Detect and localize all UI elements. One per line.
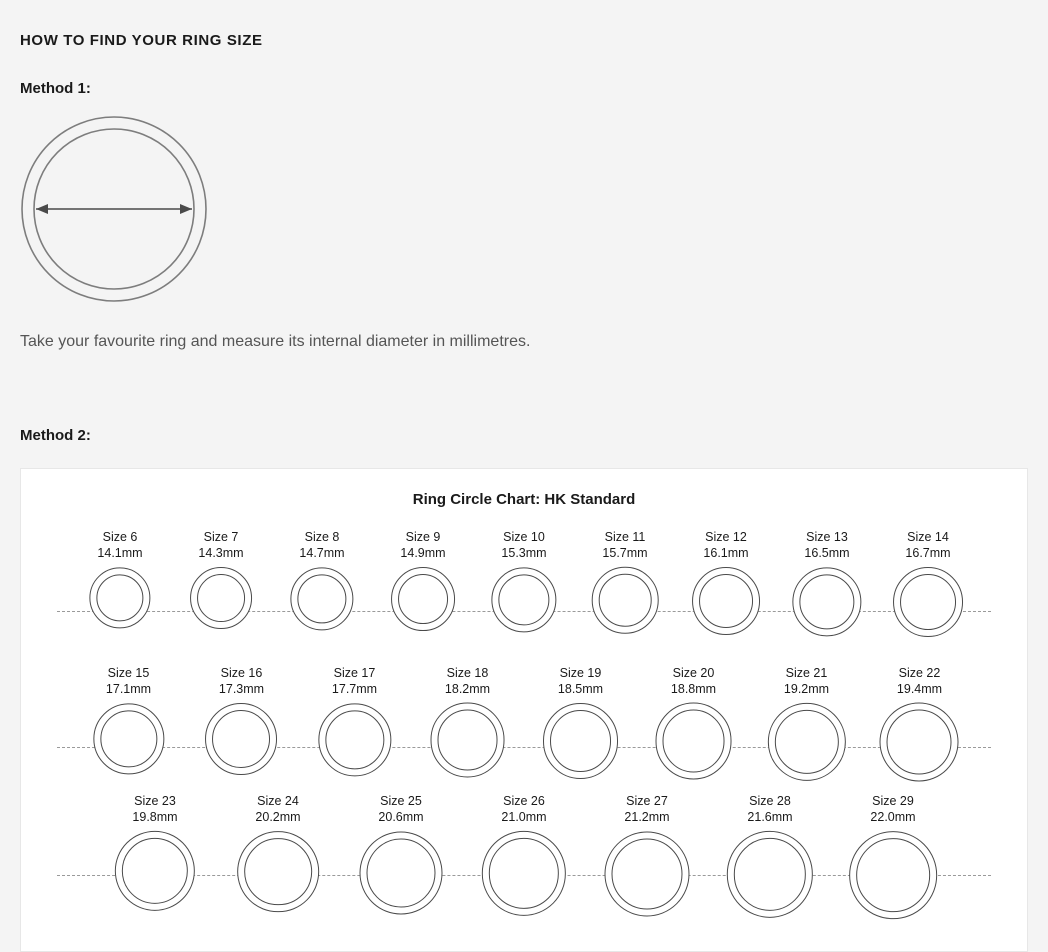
ring-size-cell[interactable]: [185, 665, 298, 775]
ring-circle-icon: [767, 703, 845, 781]
ring-size-label: Size 15: [107, 666, 150, 680]
ring-size-cell[interactable]: [272, 529, 373, 630]
ring-size-label: Size 13: [806, 530, 848, 544]
ring-diameter-label: 14.7mm: [299, 546, 345, 560]
ring-circle-icon: [190, 567, 252, 629]
ring-size-label: Size 23: [134, 794, 176, 808]
ring-diameter-diagram: [18, 112, 214, 308]
ring-size-label: Size 6: [102, 530, 138, 544]
ring-diameter-label: 19.2mm: [783, 682, 830, 696]
ring-size-label: Size 11: [604, 530, 646, 544]
ring-circle-icon: [237, 831, 319, 913]
ring-circle-icon: [592, 567, 659, 634]
double-headed-arrow-icon: [36, 204, 192, 214]
ring-size-cell[interactable]: [637, 665, 750, 780]
ring-diameter-label: 14.3mm: [198, 546, 244, 560]
ring-size-cell[interactable]: [171, 529, 272, 629]
ring-diameter-label: 15.7mm: [602, 546, 648, 560]
ring-size-cell[interactable]: [217, 793, 340, 913]
ring-size-cell[interactable]: [575, 529, 676, 634]
ring-size-label: Size 18: [446, 666, 489, 680]
ring-inner-edge: [887, 710, 952, 775]
ring-diameter-label: 16.5mm: [804, 546, 850, 560]
ring-circle-icon: [391, 567, 455, 631]
ring-circle-icon: [206, 703, 278, 775]
ring-circle-icon: [880, 703, 959, 782]
ring-size-label: Size 16: [220, 666, 263, 680]
ring-row-cells: [21, 529, 1027, 665]
ring-inner-edge: [662, 710, 725, 773]
ring-size-label: Size 10: [503, 530, 545, 544]
ring-diameter-label: 17.1mm: [105, 682, 152, 696]
ring-size-cell[interactable]: [373, 529, 474, 631]
ring-size-cell[interactable]: [474, 529, 575, 632]
ring-size-label: Size 20: [672, 666, 715, 680]
ring-circle-icon: [318, 703, 391, 776]
ring-size-cell[interactable]: [709, 793, 832, 917]
ring-row: [21, 529, 1027, 665]
ring-circle-icon: [692, 567, 760, 635]
ring-circle-icon: [491, 567, 556, 632]
method-1-heading: Method 1:: [20, 80, 91, 97]
ring-diameter-label: 17.3mm: [218, 682, 265, 696]
ring-size-cell[interactable]: [878, 529, 979, 637]
ring-size-label: Size 14: [907, 530, 949, 544]
ring-size-cell[interactable]: [298, 665, 411, 776]
ring-size-cell[interactable]: [340, 793, 463, 914]
ring-circle-icon: [93, 703, 164, 774]
ring-circle-icon: [430, 703, 505, 778]
ring-size-label: Size 26: [503, 794, 545, 808]
ring-circle-icon: [89, 567, 150, 628]
ring-diameter-svg: [18, 112, 214, 308]
ring-size-label: Size 8: [304, 530, 340, 544]
ring-size-label: Size 28: [749, 794, 791, 808]
ring-circle-icon: [115, 831, 195, 911]
ring-size-label: Size 24: [257, 794, 299, 808]
ring-circle-icon: [849, 831, 937, 919]
ring-row: [21, 793, 1027, 929]
ring-size-cell[interactable]: [676, 529, 777, 635]
ring-size-cell[interactable]: [463, 793, 586, 915]
ring-diameter-label: 20.2mm: [255, 810, 301, 824]
ring-size-label: Size 29: [872, 794, 914, 808]
method-2-heading: Method 2:: [20, 427, 91, 444]
ring-inner-edge: [856, 838, 930, 912]
ring-diameter-label: 17.7mm: [331, 682, 378, 696]
ring-size-cell[interactable]: [750, 665, 863, 781]
ring-inner-edge: [550, 710, 612, 772]
ring-circle-icon: [655, 703, 732, 780]
ring-size-cell[interactable]: [72, 665, 185, 774]
ring-size-label: Size 12: [705, 530, 747, 544]
ring-size-cell[interactable]: [524, 665, 637, 779]
ring-size-label: Size 19: [559, 666, 602, 680]
ring-inner-edge: [213, 710, 271, 768]
ring-diameter-label: 21.0mm: [501, 810, 547, 824]
ring-diameter-label: 14.9mm: [400, 546, 446, 560]
ring-circle-chart-panel: [20, 468, 1028, 952]
ring-size-cell[interactable]: [777, 529, 878, 636]
ring-diameter-label: 19.8mm: [132, 810, 178, 824]
ring-inner-edge: [244, 838, 312, 906]
ring-size-label: Size 27: [626, 794, 668, 808]
ring-size-label: Size 17: [333, 666, 376, 680]
ring-diameter-label: 19.4mm: [896, 682, 943, 696]
ring-circle-icon: [290, 567, 353, 630]
ring-diameter-label: 15.3mm: [501, 546, 547, 560]
ring-size-label: Size 25: [380, 794, 422, 808]
ring-diameter-label: 18.8mm: [670, 682, 717, 696]
ring-size-cell[interactable]: [832, 793, 955, 919]
ring-size-label: Size 7: [203, 530, 239, 544]
method-1-caption: Take your favourite ring and measure its internal diameter in millimetres.: [20, 333, 531, 350]
ring-inner-edge: [197, 574, 245, 622]
ring-circle-icon: [543, 703, 619, 779]
ring-diameter-label: 22.0mm: [870, 810, 916, 824]
ring-size-cell[interactable]: [70, 529, 171, 628]
ring-circle-icon: [893, 567, 963, 637]
ring-diameter-label: 16.1mm: [703, 546, 749, 560]
ring-diameter-label: 20.6mm: [378, 810, 424, 824]
ring-diameter-label: 18.2mm: [444, 682, 491, 696]
ring-inner-edge: [367, 838, 436, 907]
ring-size-cell[interactable]: [863, 665, 976, 782]
ring-diameter-label: 21.6mm: [747, 810, 793, 824]
ring-inner-edge: [398, 574, 448, 624]
ring-inner-edge: [699, 574, 753, 628]
ring-size-label: Size 21: [785, 666, 828, 680]
ring-circle-icon: [482, 831, 566, 915]
ring-circle-icon: [604, 831, 689, 916]
ring-diameter-label: 14.1mm: [97, 546, 143, 560]
ring-circle-icon: [792, 567, 861, 636]
chart-title: Ring Circle Chart: HK Standard: [412, 491, 636, 508]
page-title: HOW TO FIND YOUR RING SIZE: [20, 32, 263, 49]
ring-inner-edge: [437, 710, 498, 771]
ring-diameter-label: 16.7mm: [905, 546, 951, 560]
ring-diameter-label: 21.2mm: [624, 810, 670, 824]
ring-inner-edge: [900, 574, 956, 630]
ring-size-cell[interactable]: [94, 793, 217, 911]
ring-circle-icon: [360, 831, 443, 914]
ring-inner-edge: [599, 574, 652, 627]
ring-size-cell[interactable]: [411, 665, 524, 778]
ring-row: [21, 665, 1027, 801]
ring-size-label: Size 9: [405, 530, 441, 544]
ring-row-cells: [21, 665, 1027, 801]
ring-row-cells: [21, 793, 1027, 929]
ring-size-cell[interactable]: [586, 793, 709, 916]
ring-inner-edge: [611, 838, 682, 909]
ring-diameter-label: 18.5mm: [557, 682, 604, 696]
ring-circle-icon: [727, 831, 813, 917]
ring-size-label: Size 22: [898, 666, 941, 680]
